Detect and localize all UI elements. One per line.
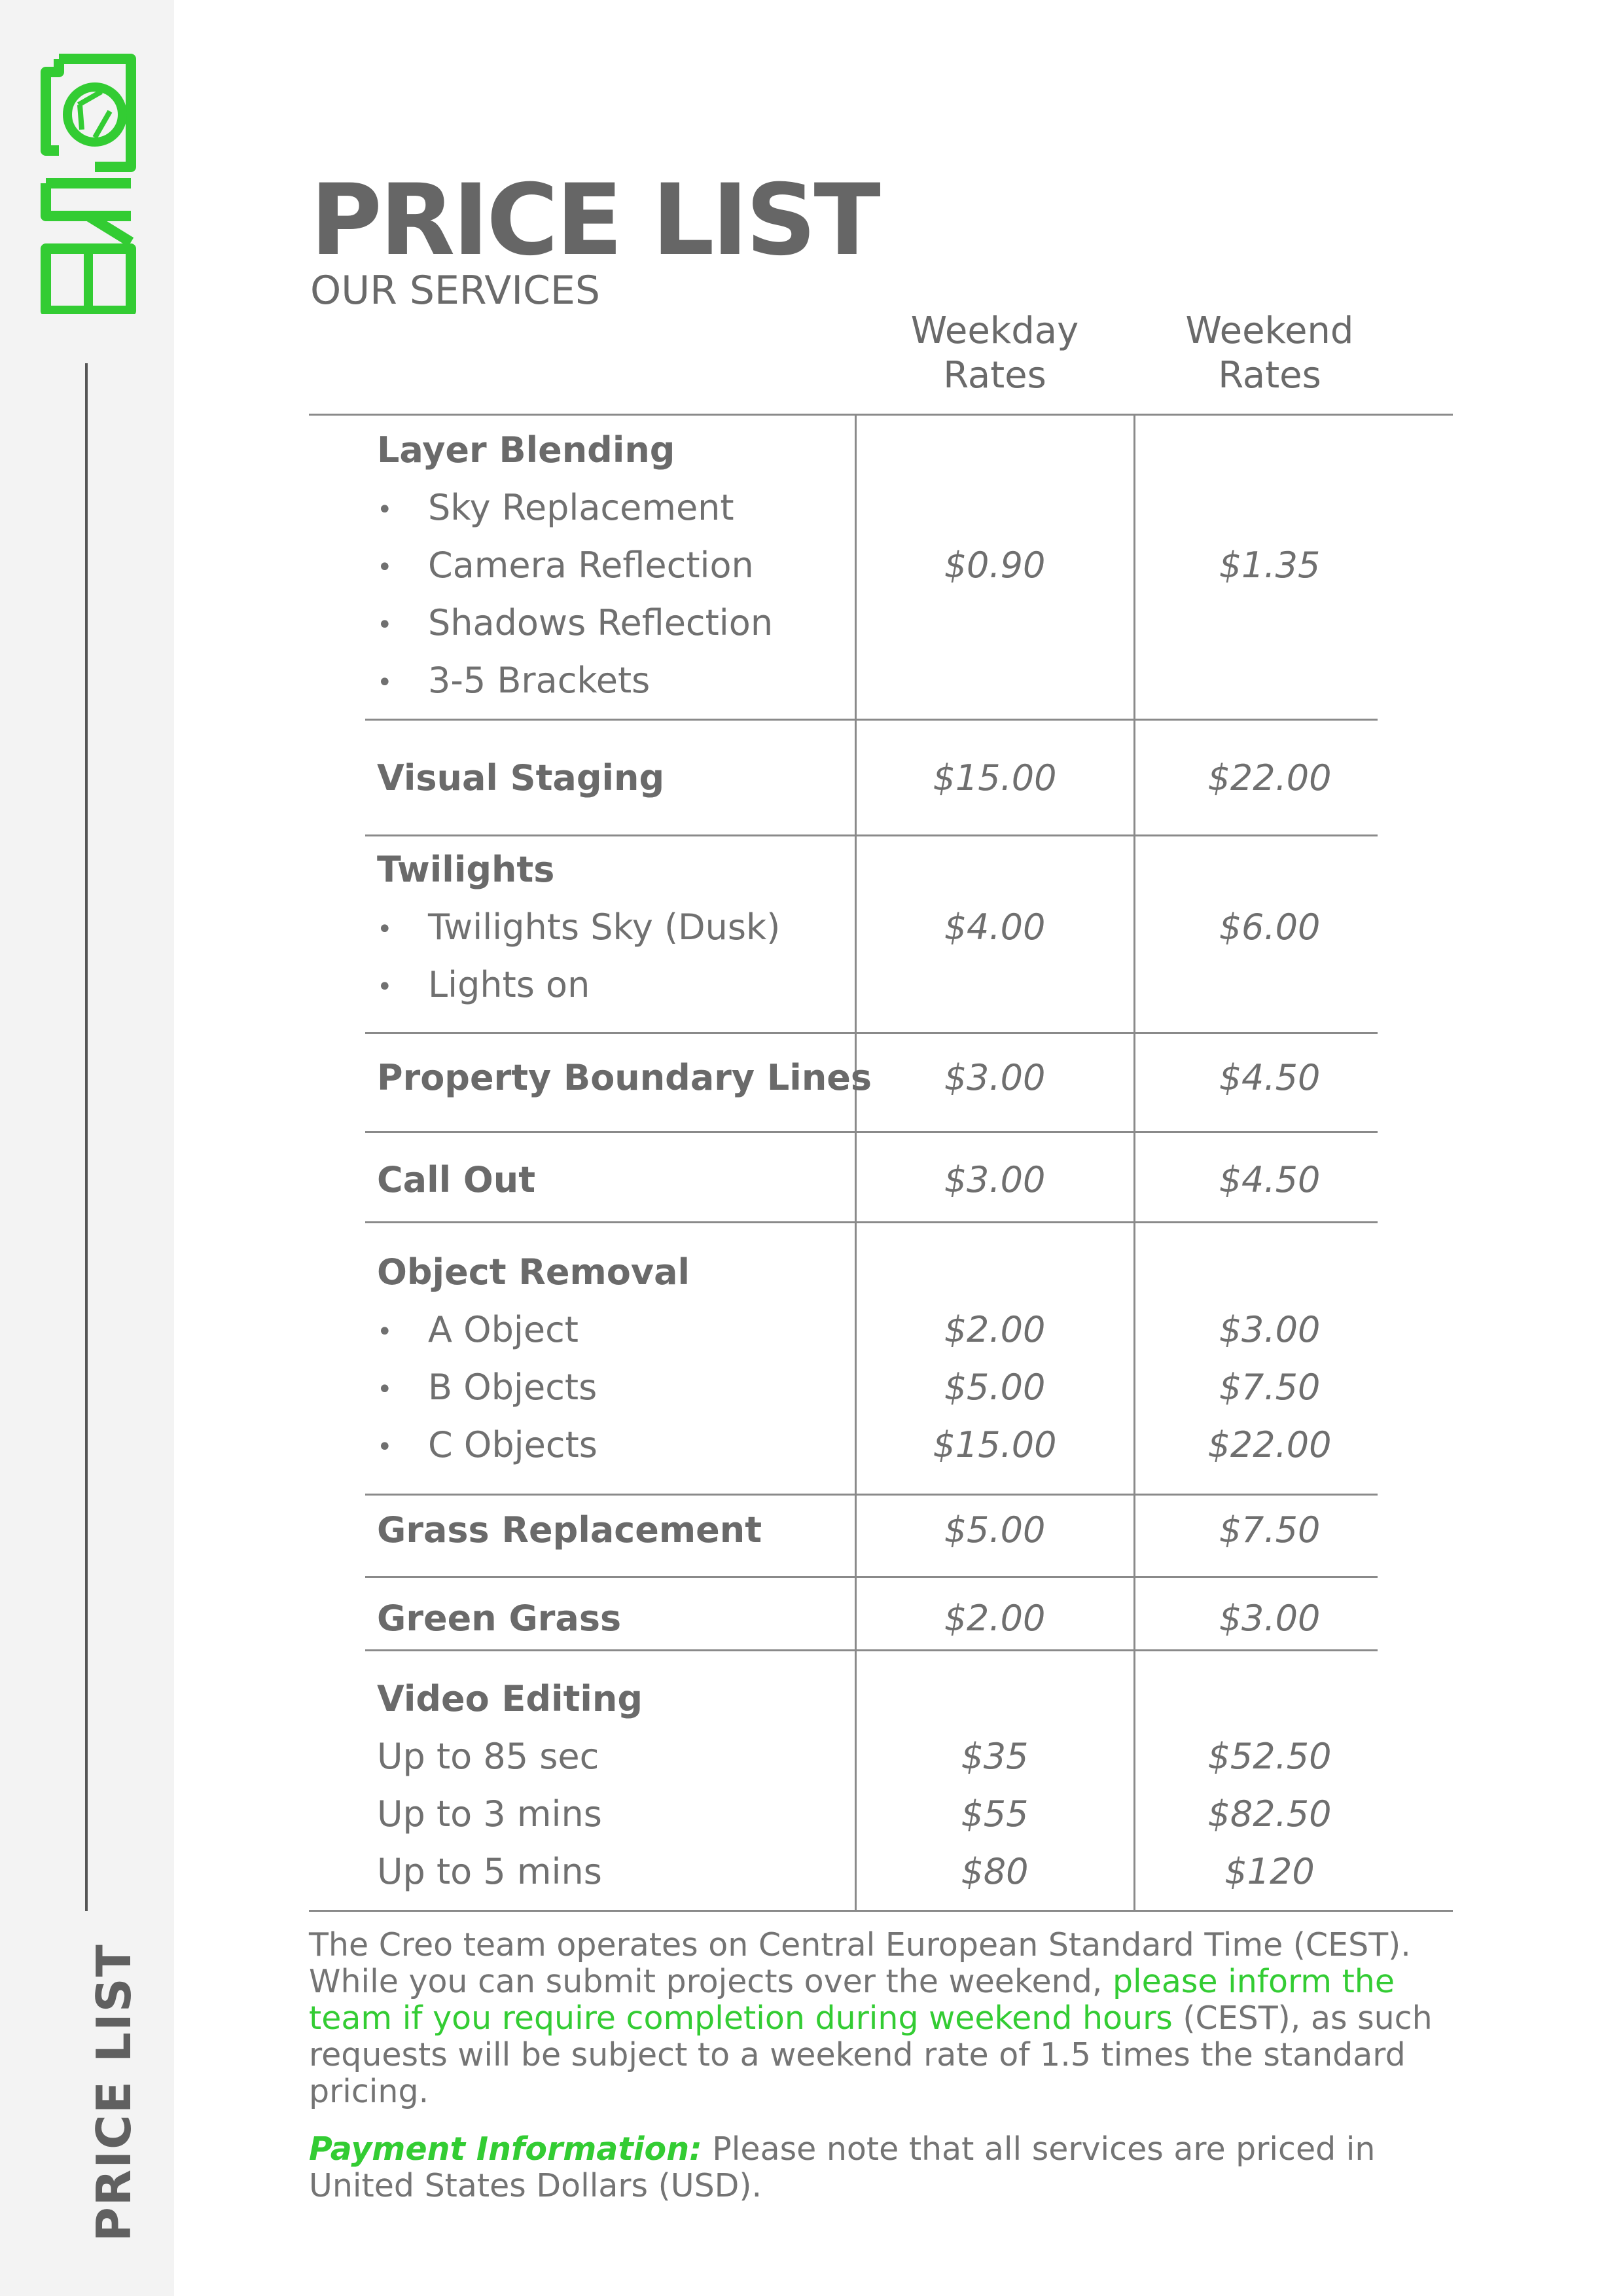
payment-label: Payment Information:	[309, 2130, 702, 2168]
row-divider	[365, 1032, 1378, 1034]
row-divider	[365, 1576, 1378, 1578]
weekday-price: $80	[961, 1851, 1029, 1892]
weekend-price: $3.00	[1219, 1309, 1321, 1350]
list-item: • C Objects	[377, 1424, 597, 1465]
list-item: Up to 5 mins	[377, 1851, 602, 1892]
weekend-price: $82.50	[1207, 1793, 1332, 1835]
weekday-price: $4.00	[944, 906, 1046, 948]
weekend-price: $22.00	[1207, 757, 1332, 798]
service-object-removal: Object Removal	[377, 1251, 690, 1293]
weekend-column-header: Weekend Rates	[1185, 310, 1354, 397]
weekday-price: $0.90	[944, 545, 1046, 586]
cest-note: The Creo team operates on Central European Standard Time (CEST). While you can submit projects over the weekend, please inform the team if you require completion during weekend hours (CEST), as such requests will be subject to a weekend rate of 1.5 times the standard pricing.	[309, 1926, 1433, 2110]
service-twilights: Twilights	[377, 849, 555, 890]
weekday-price: $2.00	[944, 1309, 1046, 1350]
list-item: • Twilights Sky (Dusk)	[377, 906, 781, 948]
service-visual-staging: Visual Staging	[377, 757, 665, 798]
weekday-price: $3.00	[944, 1057, 1046, 1098]
weekend-price: $4.50	[1219, 1159, 1321, 1200]
weekend-price: $7.50	[1219, 1509, 1321, 1551]
weekend-price: $6.00	[1219, 906, 1321, 948]
weekday-price: $35	[961, 1736, 1029, 1777]
list-item: Up to 85 sec	[377, 1736, 599, 1777]
service-video-editing: Video Editing	[377, 1678, 643, 1719]
row-divider	[365, 1494, 1378, 1496]
column-divider-2	[1133, 414, 1135, 1911]
page-title: PRICE LIST	[310, 164, 878, 278]
service-call-out: Call Out	[377, 1159, 536, 1200]
service-layer-blending: Layer Blending	[377, 429, 675, 471]
row-divider	[365, 834, 1378, 836]
weekday-price: $15.00	[933, 1424, 1057, 1465]
weekend-price: $52.50	[1207, 1736, 1332, 1777]
weekday-price: $3.00	[944, 1159, 1046, 1200]
sidebar-label: PRICE LIST	[86, 1943, 141, 2242]
weekday-price: $15.00	[933, 757, 1057, 798]
list-item: • 3-5 Brackets	[377, 660, 651, 701]
list-item: • Sky Replacement	[377, 487, 734, 528]
weekday-price: $55	[961, 1793, 1029, 1835]
list-item: • Shadows Reflection	[377, 602, 774, 643]
service-grass-replacement: Grass Replacement	[377, 1509, 762, 1551]
column-divider-1	[855, 414, 857, 1911]
weekend-price: $4.50	[1219, 1057, 1321, 1098]
row-divider	[365, 719, 1378, 721]
table-top-rule	[309, 414, 1453, 416]
weekend-highlight: please inform the team if you require completion during weekend hours	[309, 1963, 1395, 2037]
weekday-price: $5.00	[944, 1509, 1046, 1551]
row-divider	[365, 1221, 1378, 1223]
weekday-column-header: Weekday Rates	[910, 310, 1079, 397]
sidebar-divider	[85, 363, 88, 1911]
row-divider	[365, 1131, 1378, 1133]
page-subtitle: OUR SERVICES	[310, 268, 600, 314]
creo-logo	[33, 52, 137, 314]
list-item: • Camera Reflection	[377, 545, 754, 586]
table-bottom-rule	[309, 1910, 1453, 1912]
list-item: • B Objects	[377, 1367, 597, 1408]
weekday-price: $2.00	[944, 1598, 1046, 1639]
weekend-price: $7.50	[1219, 1367, 1321, 1408]
weekend-price: $3.00	[1219, 1598, 1321, 1639]
weekend-price: $1.35	[1219, 545, 1321, 586]
sidebar	[0, 0, 174, 2296]
row-divider	[365, 1649, 1378, 1651]
payment-note: Payment Information: Please note that all services are priced in United States Dollars (USD).	[309, 2130, 1376, 2204]
list-item: Up to 3 mins	[377, 1793, 602, 1835]
list-item: • Lights on	[377, 964, 590, 1005]
weekend-price: $22.00	[1207, 1424, 1332, 1465]
service-green-grass: Green Grass	[377, 1598, 622, 1639]
weekday-price: $5.00	[944, 1367, 1046, 1408]
list-item: • A Object	[377, 1309, 579, 1350]
service-property-boundary-lines: Property Boundary Lines	[377, 1057, 872, 1098]
weekend-price: $120	[1224, 1851, 1315, 1892]
